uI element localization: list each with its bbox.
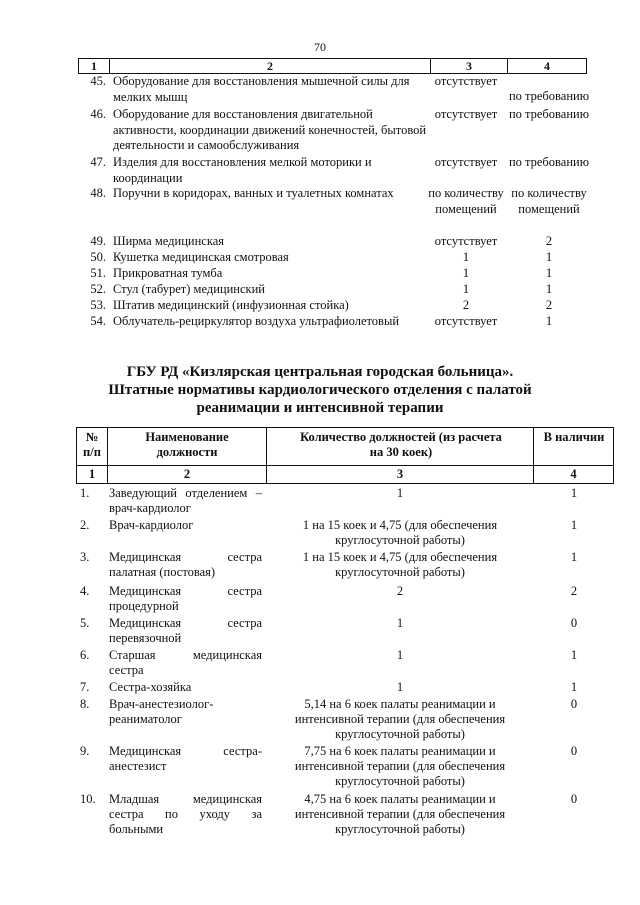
row-number: 45. [90, 74, 106, 88]
availability: отсутствует [434, 107, 498, 121]
availability: 1 [462, 266, 470, 280]
col-number-4: 4 [570, 467, 577, 481]
position-name: Младшая медицинская сестра по уходу за больными [109, 792, 262, 836]
position-count: 1 на 15 коек и 4,75 (для обеспечения круглосуточной работы) [302, 518, 498, 547]
position-count: 1 на 15 коек и 4,75 (для обеспечения круглосуточной работы) [302, 550, 498, 579]
requirement: по требованию [508, 155, 590, 169]
position-name: Врач-анестезиолог-реаниматолог [109, 697, 214, 726]
equipment-name: Штатив медицинский (инфузионная стойка) [113, 298, 349, 312]
header-count: Количество должностей (из расчета на 30 коек) [300, 430, 502, 459]
equipment-name: Оборудование для восстановления двигательной активности, координации движений конечностей, бытовой деятельности и самообслуживания [113, 107, 427, 152]
position-count: 5,14 на 6 коек палаты реанимации и интенсивной терапии (для обеспечения круглосуточной работы) [294, 697, 506, 741]
row-number: 5. [80, 616, 90, 630]
equipment-table-header [78, 58, 587, 74]
equipment-name: Облучатель-рециркулятор воздуха ультрафиолетовый [113, 314, 400, 328]
position-name: Медицинская сестра процедурной [109, 584, 262, 613]
equipment-name: Кушетка медицинская смотровая [113, 250, 289, 264]
col-header-3: 3 [466, 59, 472, 73]
position-count: 4,75 на 6 коек палаты реанимации и интенсивной терапии (для обеспечения круглосуточной работы) [294, 792, 506, 836]
position-count: 1 [396, 648, 404, 662]
availability: 1 [462, 282, 470, 296]
position-available: 0 [570, 616, 578, 630]
heading-line-2: Штатные нормативы кардиологического отделения с палатой [108, 382, 532, 398]
position-count: 1 [396, 680, 404, 694]
equipment-name: Ширма медицинская [113, 234, 224, 248]
col-number-3: 3 [396, 467, 404, 481]
row-number: 2. [80, 518, 90, 532]
header-available: В наличии [543, 430, 605, 444]
availability: отсутствует [434, 74, 498, 88]
requirement: по количеству помещений [511, 186, 587, 216]
requirement: 2 [545, 234, 553, 248]
position-available: 0 [570, 792, 578, 806]
row-number: 8. [80, 697, 90, 711]
row-number: 50. [90, 250, 106, 264]
position-available: 1 [570, 518, 578, 532]
availability: 2 [462, 298, 470, 312]
requirement: 1 [545, 250, 553, 264]
position-available: 1 [570, 680, 578, 694]
availability: 1 [462, 250, 470, 264]
row-number: 6. [80, 648, 90, 662]
position-available: 2 [570, 584, 578, 598]
position-available: 1 [570, 550, 578, 564]
row-number: 4. [80, 584, 90, 598]
position-name: Старшая медицинская сестра [109, 648, 262, 677]
requirement: 1 [545, 282, 553, 296]
equipment-name: Оборудование для восстановления мышечной силы для мелких мышц [113, 74, 410, 104]
row-number: 52. [90, 282, 106, 296]
col-number-2: 2 [183, 467, 191, 481]
equipment-name: Изделия для восстановления мелкой моторики и координации [113, 155, 372, 185]
equipment-name: Прикроватная тумба [113, 266, 223, 280]
row-number: 3. [80, 550, 90, 564]
availability: отсутствует [434, 314, 498, 328]
row-number: 47. [90, 155, 106, 169]
row-number: 51. [90, 266, 106, 280]
position-name: Медицинская сестра палатная (постовая) [109, 550, 262, 579]
equipment-name: Стул (табурет) медицинский [113, 282, 265, 296]
requirement: 1 [545, 266, 553, 280]
row-number: 53. [90, 298, 106, 312]
row-number: 1. [80, 486, 90, 500]
requirement: 1 [545, 314, 553, 328]
heading-line-3: реанимации и интенсивной терапии [196, 400, 444, 416]
position-available: 0 [570, 697, 578, 711]
availability: по количеству помещений [428, 186, 504, 216]
position-name: Заведующий отделением – врач-кардиолог [109, 486, 262, 515]
requirement: по требованию [508, 107, 590, 121]
row-number: 46. [90, 107, 106, 121]
availability: отсутствует [434, 234, 498, 248]
position-count: 1 [396, 486, 404, 500]
equipment-name: Поручни в коридорах, ванных и туалетных комнатах [113, 186, 394, 200]
requirement: 2 [545, 298, 553, 312]
row-number: 48. [90, 186, 106, 200]
position-name: Врач-кардиолог [109, 518, 194, 532]
col-number-1: 1 [88, 467, 96, 481]
row-number: 7. [80, 680, 90, 694]
heading-line-1: ГБУ РД «Кизлярская центральная городская больница». [126, 364, 514, 380]
position-available: 1 [570, 648, 578, 662]
header-num: № п/п [83, 430, 101, 459]
position-name: Медицинская сестра перевязочной [109, 616, 262, 645]
position-available: 1 [570, 486, 578, 500]
staff-table-header [76, 427, 614, 484]
position-count: 7,75 на 6 коек палаты реанимации и интенсивной терапии (для обеспечения круглосуточной работы) [294, 744, 506, 788]
col-header-4: 4 [544, 59, 550, 73]
position-count: 2 [396, 584, 404, 598]
requirement: по требованию [508, 89, 590, 103]
section-heading [60, 363, 580, 417]
row-number: 54. [90, 314, 106, 328]
page-number: 70 [314, 40, 326, 54]
availability: отсутствует [434, 155, 498, 169]
row-number: 10. [80, 792, 96, 806]
col-header-1: 1 [91, 59, 97, 73]
position-name: Сестра-хозяйка [109, 680, 192, 694]
row-number: 9. [80, 744, 90, 758]
position-count: 1 [396, 616, 404, 630]
row-number: 49. [90, 234, 106, 248]
header-position: Наименование должности [145, 430, 229, 459]
col-header-2: 2 [267, 59, 273, 73]
position-available: 0 [570, 744, 578, 758]
position-name: Медицинская сестра-анестезист [109, 744, 262, 773]
